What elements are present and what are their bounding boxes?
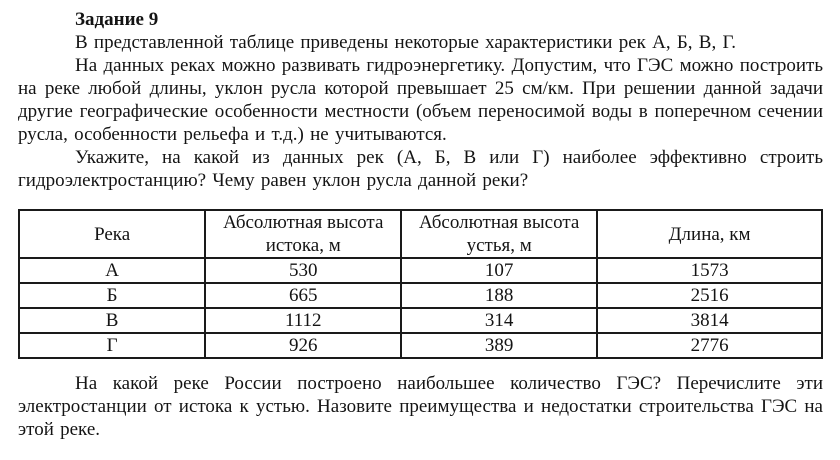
- cell-length: 1573: [597, 258, 822, 283]
- rivers-table: [18, 209, 823, 359]
- table-row-a: [19, 258, 822, 283]
- cell-length: 2516: [597, 283, 822, 308]
- paragraph-question-extra: На какой реке России построено наибольшее количество ГЭС? Перечислите эти электростанции от истока к устью. Назовите преимущества и недостатки строительства ГЭС на этой реке.: [18, 373, 823, 440]
- cell-river-name: Г: [19, 333, 205, 358]
- table-row-b: [19, 283, 822, 308]
- cell-source-height: 530: [205, 258, 401, 283]
- cell-mouth-height: 188: [401, 283, 597, 308]
- cell-source-height: 926: [205, 333, 401, 358]
- header-cell-source-height: Абсолютная высота истока, м: [205, 210, 401, 258]
- cell-length: 2776: [597, 333, 822, 358]
- cell-source-height: 1112: [205, 308, 401, 333]
- cell-mouth-height: 107: [401, 258, 597, 283]
- cell-river-name: А: [19, 258, 205, 283]
- rivers-table-body: [19, 258, 822, 358]
- paragraph-intro: В представленной таблице приведены некоторые характеристики рек А, Б, В, Г.: [75, 32, 737, 53]
- table-header-row: [19, 210, 822, 258]
- cell-mouth-height: 314: [401, 308, 597, 333]
- cell-river-name: Б: [19, 283, 205, 308]
- cell-source-height: 665: [205, 283, 401, 308]
- cell-mouth-height: 389: [401, 333, 597, 358]
- cell-river-name: В: [19, 308, 205, 333]
- paragraph-conditions: На данных реках можно развивать гидроэнергетику. Допустим, что ГЭС можно построить на реке любой длины, уклон русла которой превышает 25 см/км. При решении данной задачи другие географические особенности местности (объем переносимой воды в поперечном сечении русла, особенности рельефа и т.д.) не учитываются.: [18, 55, 823, 145]
- cell-length: 3814: [597, 308, 822, 333]
- header-cell-mouth-height: Абсолютная высота устья, м: [401, 210, 597, 258]
- rivers-table-header: [19, 210, 822, 258]
- task-title: Задание 9: [75, 9, 159, 30]
- header-cell-length: Длина, км: [597, 210, 822, 258]
- table-row-v: [19, 308, 822, 333]
- paragraph-question-main: Укажите, на какой из данных рек (А, Б, В или Г) наиболее эффективно строить гидроэлектростанцию? Чему равен уклон русла данной реки?: [18, 147, 823, 191]
- table-row-g: [19, 333, 822, 358]
- header-cell-river: Река: [19, 210, 205, 258]
